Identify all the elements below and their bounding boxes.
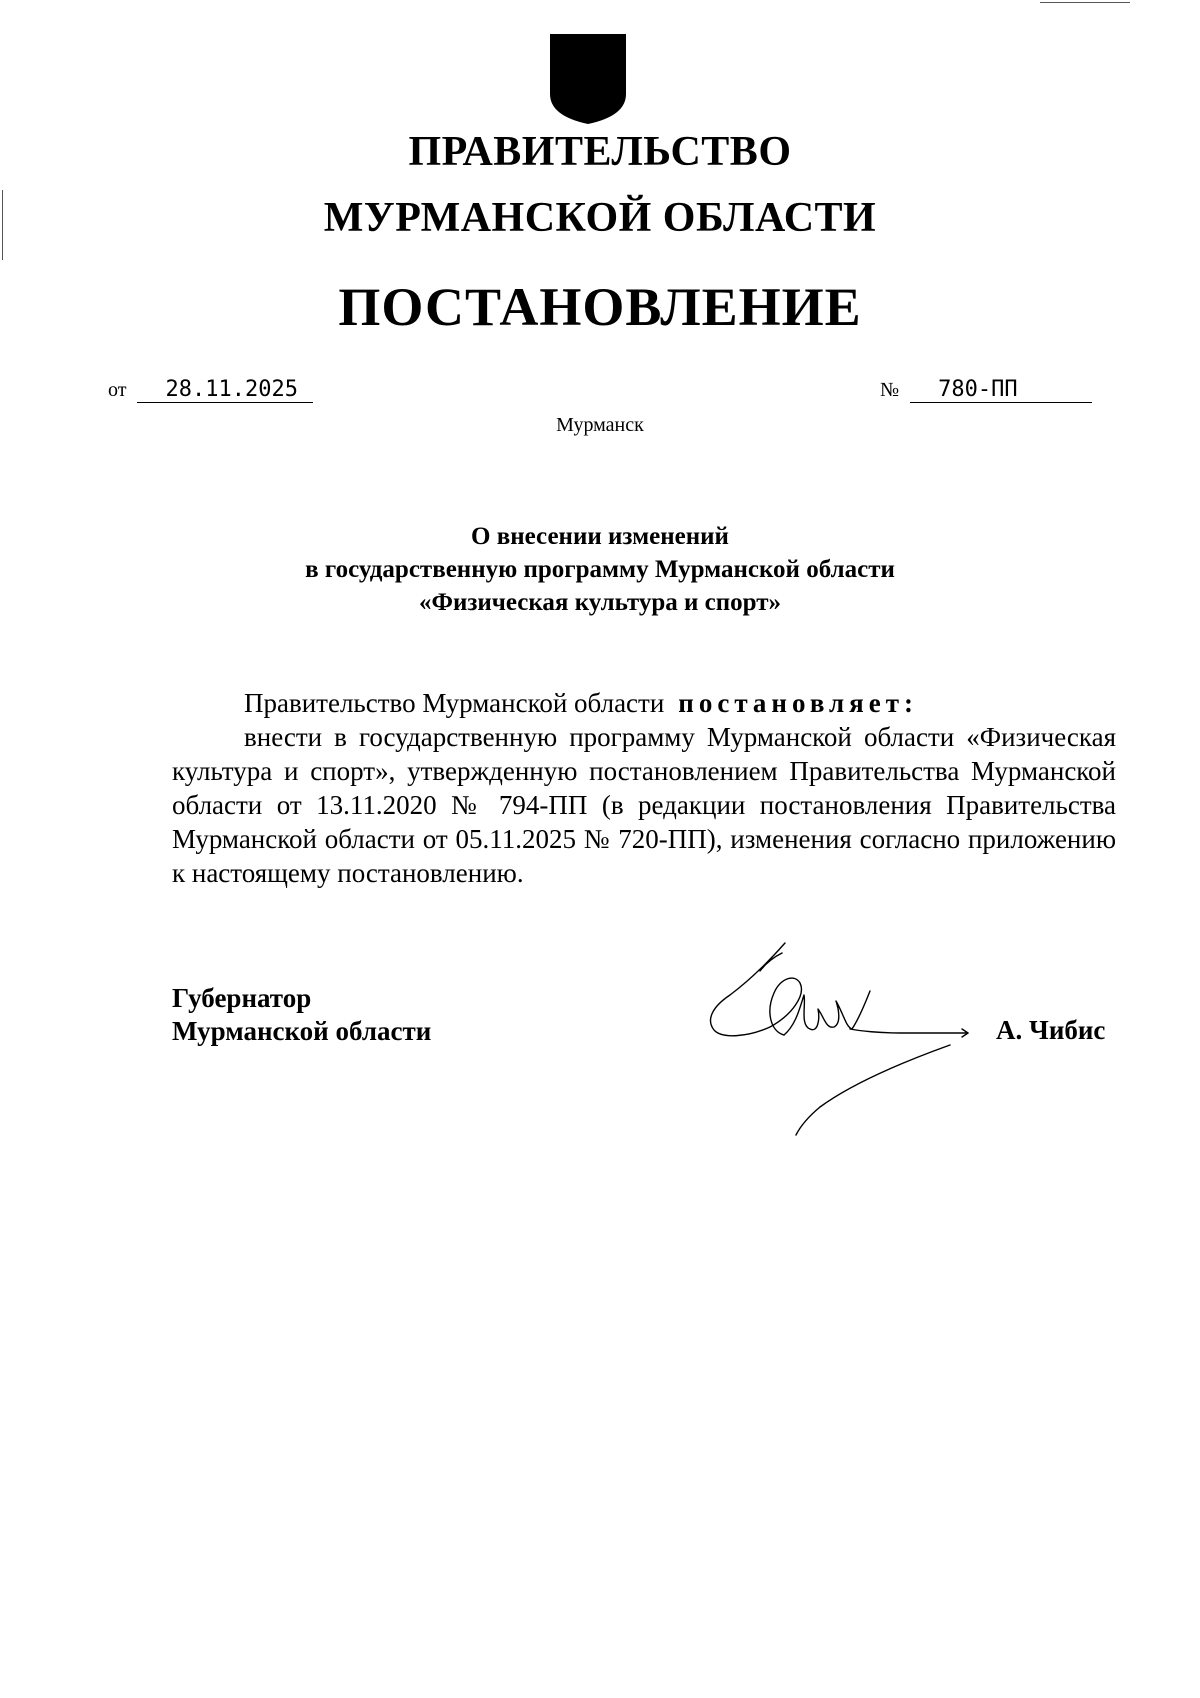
document-date: 28.11.2025 bbox=[137, 378, 313, 403]
signer-name: А. Чибис bbox=[996, 1015, 1106, 1045]
number-row bbox=[880, 378, 1092, 403]
handwritten-signature bbox=[700, 935, 1000, 1140]
scan-mark-top bbox=[1040, 2, 1130, 3]
government-name-line1: ПРАВИТЕЛЬСТВО bbox=[408, 129, 792, 175]
date-prefix: от bbox=[108, 379, 127, 401]
date-row bbox=[108, 378, 313, 403]
subject-line1: О внесении изменений bbox=[471, 523, 729, 550]
subject-line3: «Физическая культура и спорт» bbox=[418, 589, 782, 616]
document-body bbox=[172, 686, 1116, 890]
body-intro bbox=[172, 686, 1116, 720]
document-number: 780-ПП bbox=[910, 378, 1092, 403]
government-name-line2: МУРМАНСКОЙ ОБЛАСТИ bbox=[323, 195, 877, 241]
body-main-paragraph: внести в государственную программу Мурманской области «Физическая культура и спорт», утвержденную постановлением Правительства Мурманской области от 13.11.2020 № 794-ПП (в редакции постановления Правительства Мурманской области от 05.11.2025 № 720-ПП), изменения согласно приложению к настоящему постановлению. bbox=[172, 722, 1116, 888]
signer-title bbox=[172, 982, 431, 1048]
city: Мурманск bbox=[556, 414, 644, 436]
signer-title-line1: Губернатор bbox=[172, 983, 312, 1013]
document-subject bbox=[0, 520, 1200, 619]
number-prefix: № bbox=[880, 379, 900, 401]
coat-of-arms-emblem bbox=[548, 32, 628, 126]
signer-title-line2: Мурманской области bbox=[172, 1016, 432, 1046]
intro-verb: постановляет: bbox=[678, 688, 919, 718]
intro-start: Правительство Мурманской области bbox=[244, 688, 665, 718]
subject-line2: в государственную программу Мурманской области bbox=[305, 556, 895, 583]
document-type: ПОСТАНОВЛЕНИЕ bbox=[338, 277, 862, 337]
